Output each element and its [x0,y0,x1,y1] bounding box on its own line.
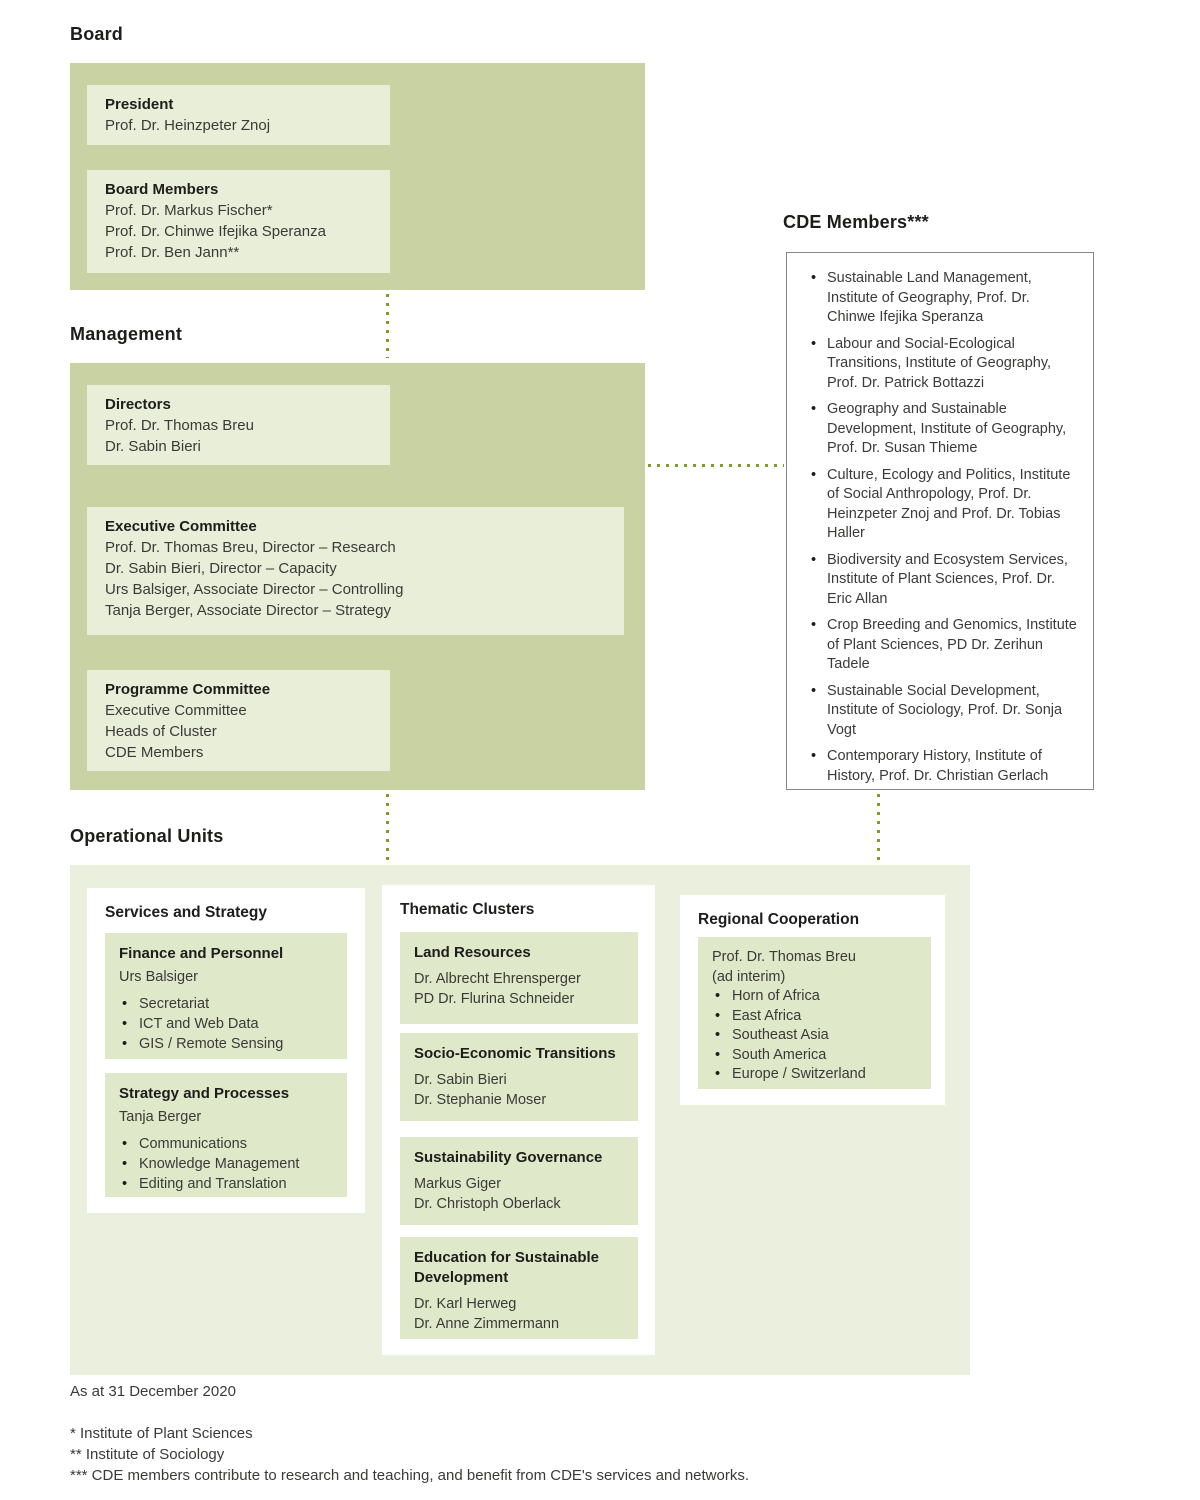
director-name: Prof. Dr. Thomas Breu [105,417,254,434]
services-strategy-heading: Services and Strategy [105,904,267,921]
cde-members-box [786,252,1094,790]
unit-lead: Markus Giger [414,1176,502,1192]
connector-cde-operational [877,794,880,862]
socio-economic-title: Socio-Economic Transitions [414,1045,616,1062]
unit-lead: Dr. Stephanie Moser [414,1092,547,1108]
sustainability-governance-unit [400,1137,638,1225]
cde-member-item: • Biodiversity and Ecosystem Services, Institute of Plant Sciences, Prof. Dr. Eric Allan [811,551,1081,610]
connector-board-management [386,294,389,358]
president-card [87,85,390,145]
regional-cooperation-unit [698,937,931,1089]
bullet-item: • Southeast Asia [712,1026,918,1046]
regional-bullets [712,987,918,1085]
president-card-title: President [105,96,174,113]
bullet-item: • ICT and Web Data [119,1014,334,1034]
executive-member: Tanja Berger, Associate Director – Strategy [105,602,391,619]
management-heading: Management [70,324,183,344]
finance-personnel-lead: Urs Balsiger [119,969,198,985]
footnote: * Institute of Plant Sciences [70,1425,253,1442]
cde-members-heading: CDE Members*** [783,212,929,232]
operational-units-container [70,865,970,1375]
bullet-item: • South America [712,1046,918,1066]
regional-lead: (ad interim) [712,968,786,985]
strategy-processes-lead: Tanja Berger [119,1109,202,1125]
president-name: Prof. Dr. Heinzpeter Znoj [105,117,271,134]
operational-units-heading: Operational Units [70,826,224,846]
board-member-name: Prof. Dr. Ben Jann** [105,244,240,261]
board-section-box [70,63,645,290]
bullet-item: • GIS / Remote Sensing [119,1034,334,1054]
unit-lead: Dr. Sabin Bieri [414,1072,507,1088]
bullet-item: • Secretariat [119,994,334,1014]
bullet-item: • Horn of Africa [712,987,918,1007]
bullet-item: • East Africa [712,1007,918,1027]
board-member-name: Prof. Dr. Markus Fischer* [105,202,273,219]
education-unit [400,1237,638,1339]
unit-lead: Dr. Karl Herweg [414,1296,517,1312]
cde-member-item: • Sustainable Social Development, Institute of Sociology, Prof. Dr. Sonja Vogt [811,682,1081,741]
connector-management-cde [648,464,784,467]
land-resources-unit [400,932,638,1024]
regional-cooperation-box [680,895,945,1105]
executive-member: Dr. Sabin Bieri, Director – Capacity [105,560,337,577]
thematic-clusters-heading: Thematic Clusters [400,901,535,918]
bullet-item: • Editing and Translation [119,1174,334,1194]
board-heading: Board [70,24,124,44]
directors-card-title: Directors [105,396,171,413]
cde-member-item: • Crop Breeding and Genomics, Institute of Plant Sciences, PD Dr. Zerihun Tadele [811,616,1081,675]
executive-committee-card [87,507,624,635]
strategy-processes-unit [105,1073,347,1197]
land-resources-title: Land Resources [414,944,531,961]
programme-member: CDE Members [105,744,204,761]
unit-lead: Dr. Christoph Oberlack [414,1196,561,1212]
executive-member: Urs Balsiger, Associate Director – Controlling [105,581,404,598]
finance-personnel-title: Finance and Personnel [119,945,284,962]
board-member-name: Prof. Dr. Chinwe Ifejika Speranza [105,223,326,240]
board-members-card [87,170,390,273]
director-name: Dr. Sabin Bieri [105,438,201,455]
unit-lead: Dr. Anne Zimmermann [414,1316,560,1332]
connector-management-operational [386,794,389,862]
strategy-processes-bullets [119,1134,334,1194]
education-title: Education for Sustainable Development [414,1249,600,1286]
regional-cooperation-heading: Regional Cooperation [698,911,860,928]
executive-committee-title: Executive Committee [105,518,257,535]
finance-personnel-unit [105,933,347,1059]
programme-member: Heads of Cluster [105,723,217,740]
sustainability-governance-title: Sustainability Governance [414,1149,603,1166]
programme-committee-card [87,670,390,771]
bullet-item: • Knowledge Management [119,1154,334,1174]
unit-lead: Dr. Albrecht Ehrensperger [414,971,581,987]
unit-lead: PD Dr. Flurina Schneider [414,991,575,1007]
services-strategy-box [87,888,365,1213]
as-at-date: As at 31 December 2020 [70,1383,236,1400]
bullet-item: • Europe / Switzerland [712,1065,918,1085]
cde-member-item: • Culture, Ecology and Politics, Institute of Social Anthropology, Prof. Dr. Heinzpeter Znoj and Prof. Dr. Tobias Haller [811,466,1081,544]
strategy-processes-title: Strategy and Processes [119,1085,290,1102]
footnote: ** Institute of Sociology [70,1446,225,1463]
cde-member-item: • Contemporary History, Institute of History, Prof. Dr. Christian Gerlach [811,747,1081,786]
bullet-item: • Communications [119,1134,334,1154]
regional-lead: Prof. Dr. Thomas Breu [712,949,856,965]
board-members-card-title: Board Members [105,181,219,198]
programme-committee-title: Programme Committee [105,681,271,698]
directors-card [87,385,390,465]
cde-member-item: • Geography and Sustainable Development, Institute of Geography, Prof. Dr. Susan Thieme [811,400,1081,459]
thematic-clusters-box [382,885,655,1355]
socio-economic-unit [400,1033,638,1121]
finance-personnel-bullets [119,994,334,1054]
cde-member-item: • Labour and Social-Ecological Transitions, Institute of Geography, Prof. Dr. Patrick Bottazzi [811,335,1081,394]
management-section-box [70,363,645,790]
cde-member-item: • Sustainable Land Management, Institute of Geography, Prof. Dr. Chinwe Ifejika Speranza [811,269,1081,328]
executive-member: Prof. Dr. Thomas Breu, Director – Research [105,539,396,556]
programme-member: Executive Committee [105,702,247,719]
footnote: *** CDE members contribute to research and teaching, and benefit from CDE's services and networks. [70,1467,750,1484]
